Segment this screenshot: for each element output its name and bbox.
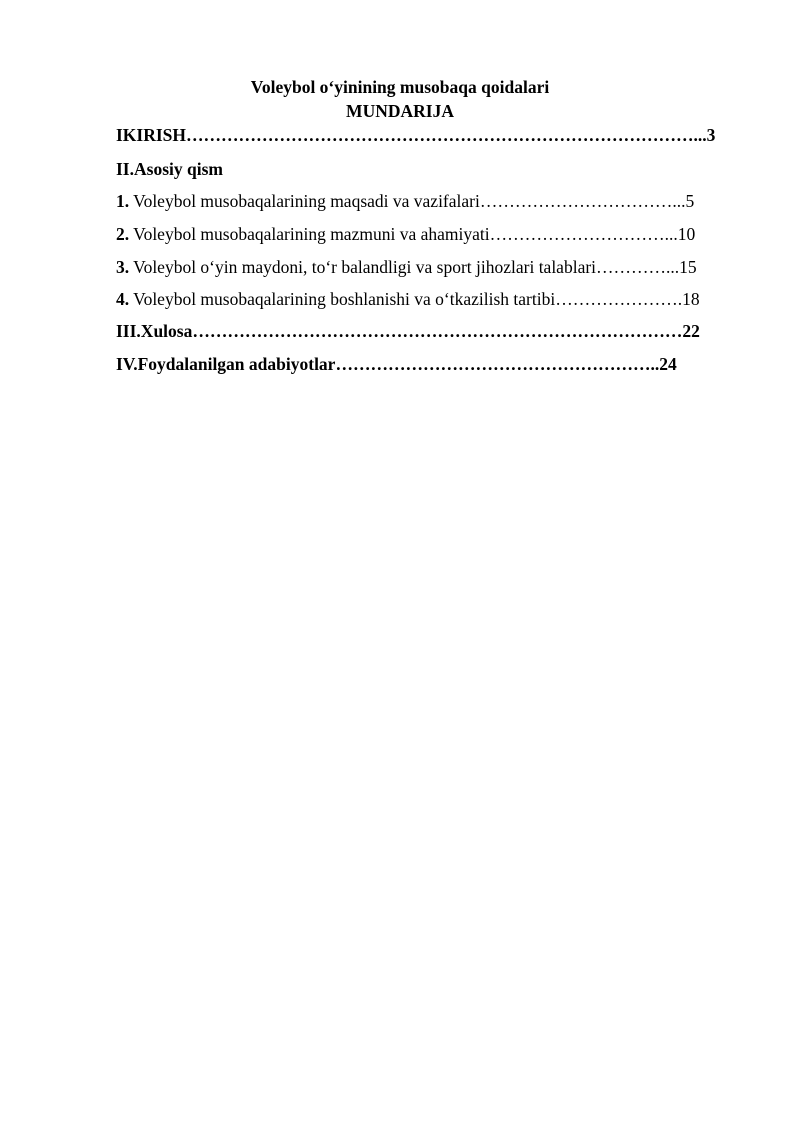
toc-entry-item-4[interactable] — [116, 289, 700, 309]
document-title: Voleybol o‘yinining musobaqa qoidalari — [250, 77, 550, 97]
toc-entry-item-3[interactable] — [116, 257, 697, 277]
toc-entry-intro[interactable]: IKIRISH……………………………………………………………………………...3 — [116, 125, 716, 145]
toc-entry-conclusion[interactable]: III.Xulosa…………………………………………………………………………22 — [116, 321, 700, 341]
toc-entry-item-1[interactable] — [116, 191, 694, 211]
toc-entry-item-2[interactable] — [116, 224, 695, 244]
toc-item-text: Voleybol musobaqalarining boshlanishi va o‘tkazilish tartibi………………….18 — [129, 289, 700, 309]
toc-item-number: 1. — [116, 191, 130, 211]
toc-item-number: 2. — [116, 224, 130, 244]
toc-item-text: Voleybol musobaqalarining maqsadi va vazifalari……………………………...5 — [129, 191, 695, 211]
toc-item-number: 4. — [116, 289, 130, 309]
toc-heading: MUNDARIJA — [346, 101, 454, 121]
toc-section-heading: II.Asosiy qism — [116, 159, 223, 179]
toc-item-text: Voleybol musobaqalarining mazmuni va ahamiyati…………………………...10 — [129, 224, 696, 244]
toc-item-text: Voleybol o‘yin maydoni, to‘r balandligi va sport jihozlari talablari…………...15 — [129, 257, 697, 277]
toc-item-number: 3. — [116, 257, 130, 277]
toc-entry-references[interactable]: IV.Foydalanilgan adabiyotlar………………………………………………..24 — [116, 354, 677, 374]
